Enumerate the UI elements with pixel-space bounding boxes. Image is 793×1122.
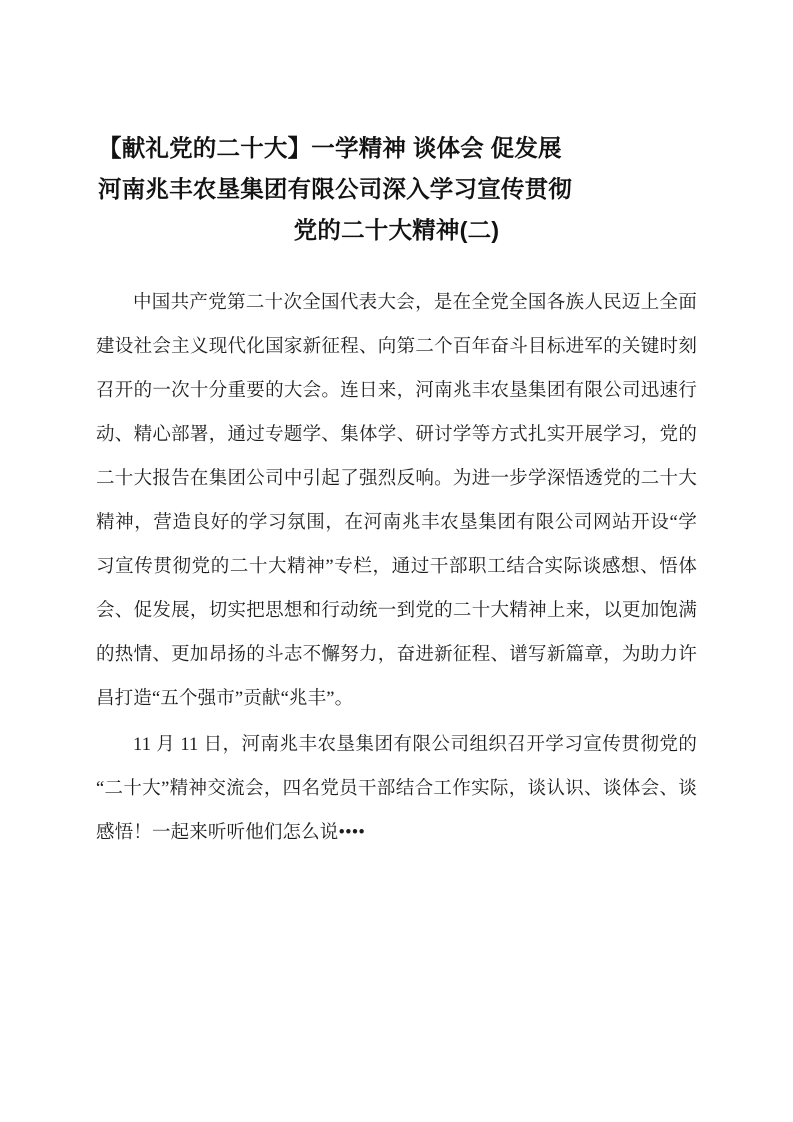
page-title-line-3: 党的二十大精神(二) bbox=[293, 217, 500, 243]
document-body bbox=[96, 281, 697, 855]
page-title-line-2: 河南兆丰农垦集团有限公司深入学习宣传贯彻 bbox=[98, 176, 572, 202]
body-paragraph: 中国共产党第二十次全国代表大会，是在全党全国各族人民迈上全面建设社会主义现代化国家新征程、向第二个百年奋斗目标进军的关键时刻召开的一次十分重要的大会。连日来，河南兆丰农垦集团有限公司迅速行动、精心部署，通过专题学、集体学、研讨学等方式扎实开展学习，党的二十大报告在集团公司中引起了强烈反响。为进一步学深悟透党的二十大精神，营造良好的学习氛围，在河南兆丰农垦集团有限公司网站开设“学习宣传贯彻党的二十大精神”专栏，通过干部职工结合实际谈感想、悟体会、促发展，切实把思想和行动统一到党的二十大精神上来，以更加饱满的热情、更加昂扬的斗志不懈努力，奋进新征程、谱写新篇章，为助力许昌打造“五个强市”贡献“兆丰”。 bbox=[96, 293, 697, 709]
page-title-line-1: 【献礼党的二十大】一学精神 谈体会 促发展 bbox=[98, 135, 562, 161]
body-paragraph: 11 月 11 日，河南兆丰农垦集团有限公司组织召开学习宣传贯彻党的“二十大”精神交流会，四名党员干部结合工作实际，谈认识、谈体会、谈感悟！一起来听听他们怎么说•••• bbox=[96, 735, 697, 843]
page-title bbox=[96, 128, 697, 251]
